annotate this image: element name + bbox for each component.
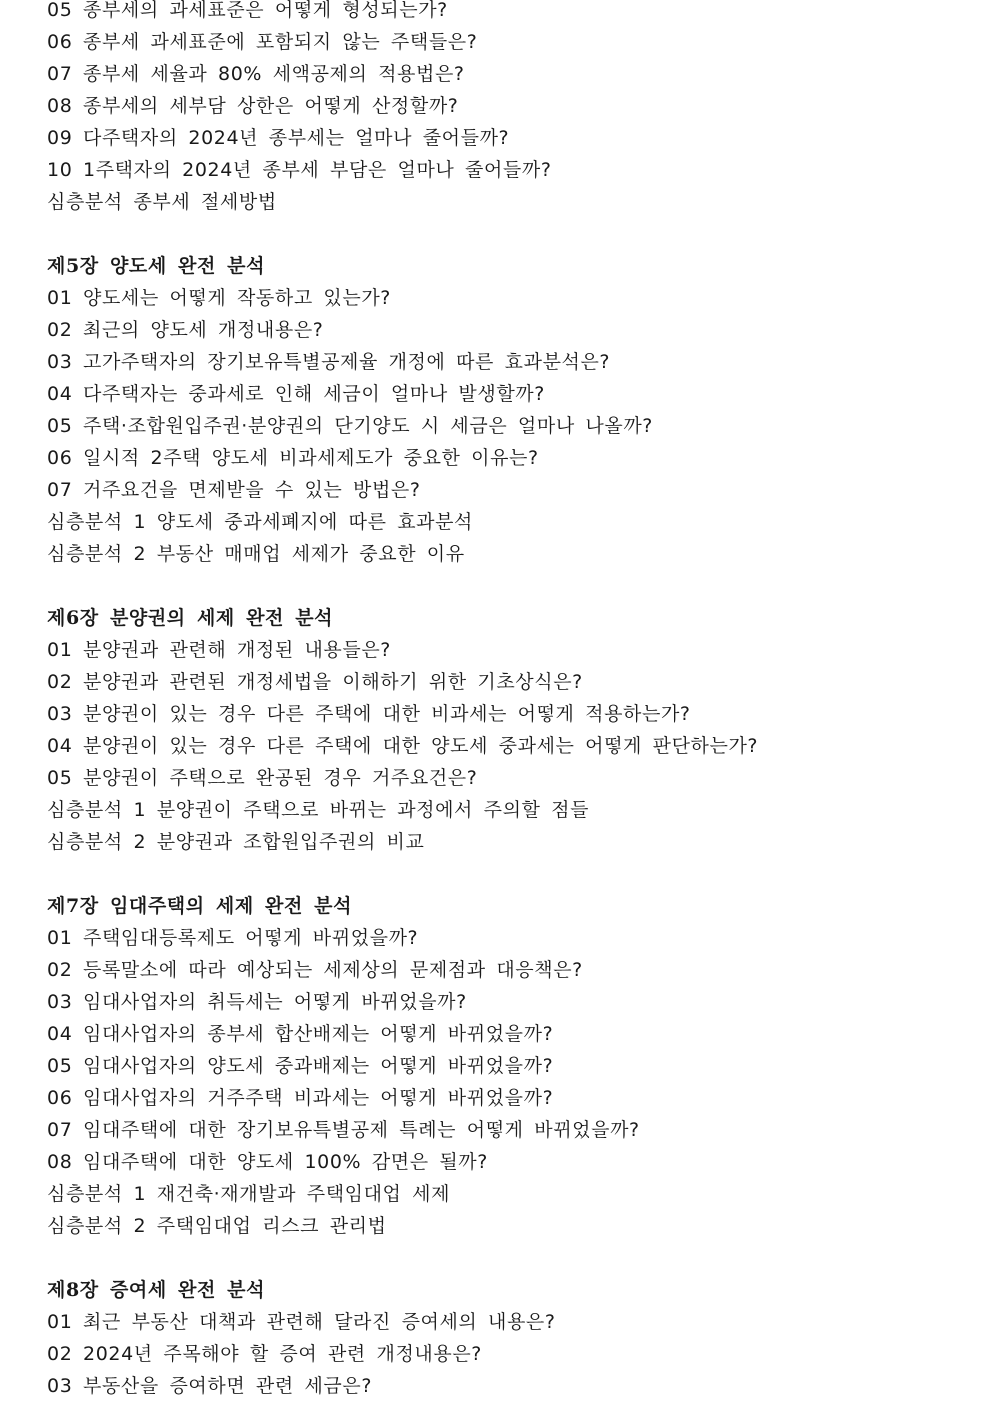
toc-item: 07 거주요건을 면제받을 수 있는 방법은?: [47, 479, 421, 501]
toc-item: 09 다주택자의 2024년 종부세는 얼마나 줄어들까?: [47, 127, 510, 149]
toc-item: 05 종부세의 과세표준은 어떻게 형성되는가?: [47, 0, 448, 21]
toc-item: 04 임대사업자의 종부세 합산배제는 어떻게 바뀌었을까?: [47, 1023, 554, 1045]
toc-item: 03 고가주택자의 장기보유특별공제율 개정에 따른 효과분석은?: [47, 351, 611, 373]
toc-item: 08 임대주택에 대한 양도세 100% 감면은 될까?: [47, 1151, 488, 1173]
toc-item: 01 분양권과 관련해 개정된 내용들은?: [47, 639, 391, 661]
toc-item: 03 분양권이 있는 경우 다른 주택에 대한 비과세는 어떻게 적용하는가?: [47, 703, 691, 725]
toc-item: 06 종부세 과세표준에 포함되지 않는 주택들은?: [47, 31, 478, 53]
toc-item: 06 임대사업자의 거주주택 비과세는 어떻게 바뀌었을까?: [47, 1087, 554, 1109]
toc-section-chapter-7: [47, 890, 977, 1242]
toc-section-chapter-8: [47, 1274, 977, 1402]
chapter-heading: 제8장 증여세 완전 분석: [47, 1279, 266, 1301]
toc-item: 03 임대사업자의 취득세는 어떻게 바뀌었을까?: [47, 991, 467, 1013]
toc-item: 02 2024년 주목해야 할 증여 관련 개정내용은?: [47, 1343, 482, 1365]
toc-item: 07 종부세 세율과 80% 세액공제의 적용법은?: [47, 63, 465, 85]
toc-item: 08 종부세의 세부담 상한은 어떻게 산정할까?: [47, 95, 459, 117]
toc-item: 10 1주택자의 2024년 종부세 부담은 얼마나 줄어들까?: [47, 159, 552, 181]
toc-item: 01 최근 부동산 대책과 관련해 달라진 증여세의 내용은?: [47, 1311, 556, 1333]
toc-item: 심층분석 1 분양권이 주택으로 바뀌는 과정에서 주의할 점들: [47, 799, 590, 821]
toc-section-chapter-6: [47, 602, 977, 858]
toc-item: 06 일시적 2주택 양도세 비과세제도가 중요한 이유는?: [47, 447, 539, 469]
toc-item: 심층분석 2 주택임대업 리스크 관리법: [47, 1215, 387, 1237]
toc-item: 03 부동산을 증여하면 관련 세금은?: [47, 1375, 373, 1397]
chapter-heading: 제6장 분양권의 세제 완전 분석: [47, 607, 334, 629]
spacer: [47, 858, 977, 890]
toc-item: 02 등록말소에 따라 예상되는 세제상의 문제점과 대응책은?: [47, 959, 583, 981]
toc-item: 01 주택임대등록제도 어떻게 바뀌었을까?: [47, 927, 419, 949]
table-of-contents: [47, 0, 977, 1402]
toc-item: 05 임대사업자의 양도세 중과배제는 어떻게 바뀌었을까?: [47, 1055, 554, 1077]
toc-item: 01 양도세는 어떻게 작동하고 있는가?: [47, 287, 391, 309]
toc-item: 04 분양권이 있는 경우 다른 주택에 대한 양도세 중과세는 어떻게 판단하는가?: [47, 735, 759, 757]
toc-item: 02 분양권과 관련된 개정세법을 이해하기 위한 기초상식은?: [47, 671, 583, 693]
toc-item: 05 주택·조합원입주권·분양권의 단기양도 시 세금은 얼마나 나올까?: [47, 415, 653, 437]
chapter-heading: 제5장 양도세 완전 분석: [47, 255, 266, 277]
toc-item: 심층분석 종부세 절세방법: [47, 191, 277, 213]
spacer: [47, 570, 977, 602]
toc-section-jongbuse: [47, 0, 977, 218]
toc-item: 심층분석 2 분양권과 조합원입주권의 비교: [47, 831, 425, 853]
toc-item: 07 임대주택에 대한 장기보유특별공제 특례는 어떻게 바뀌었을까?: [47, 1119, 640, 1141]
toc-item: 심층분석 1 양도세 중과세폐지에 따른 효과분석: [47, 511, 474, 533]
toc-section-chapter-5: [47, 250, 977, 570]
chapter-heading: 제7장 임대주택의 세제 완전 분석: [47, 895, 353, 917]
toc-item: 05 분양권이 주택으로 완공된 경우 거주요건은?: [47, 767, 478, 789]
spacer: [47, 218, 977, 250]
toc-item: 02 최근의 양도세 개정내용은?: [47, 319, 324, 341]
spacer: [47, 1242, 977, 1274]
toc-item: 심층분석 1 재건축·재개발과 주택임대업 세제: [47, 1183, 451, 1205]
toc-item: 심층분석 2 부동산 매매업 세제가 중요한 이유: [47, 543, 465, 565]
toc-item: 04 다주택자는 중과세로 인해 세금이 얼마나 발생할까?: [47, 383, 545, 405]
